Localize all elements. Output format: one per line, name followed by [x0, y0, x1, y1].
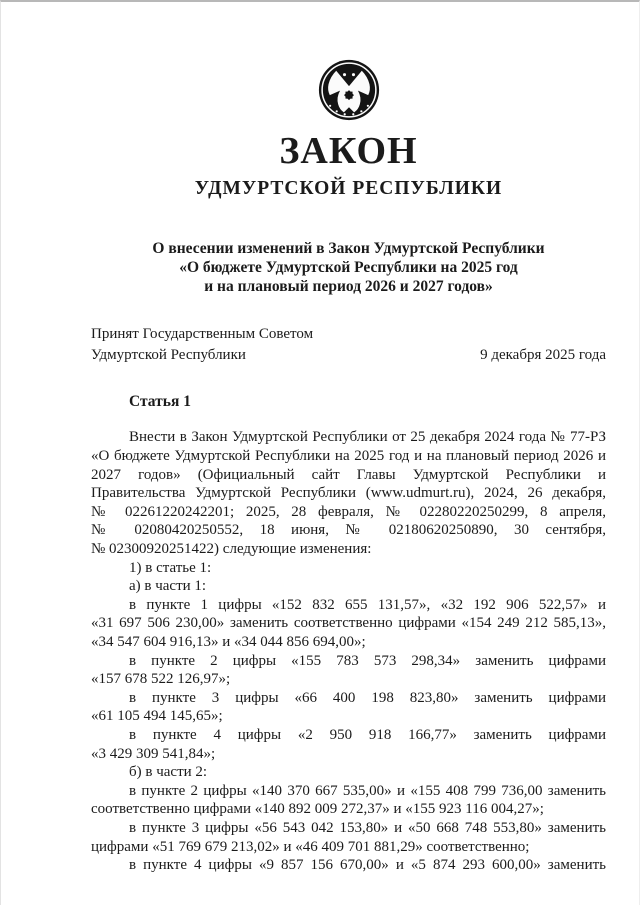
paragraph: б) в части 2:: [129, 764, 208, 781]
emblem: [91, 58, 606, 122]
paragraph: в пункте 3 цифры «56 543 042 153,80» и «50 668 748 553,80» заменить цифрами «51 769 679 213,02» и «46 409 701 881,29» соответственно;: [91, 819, 606, 855]
paragraph: в пункте 2 цифры «155 783 573 298,34» заменить цифрами «157 678 522 126,97»;: [91, 652, 606, 688]
adoption-block: [91, 324, 606, 366]
article-heading: Статья 1: [129, 393, 191, 411]
paragraph: 1) в статье 1:: [129, 559, 212, 576]
paragraph: Внести в Закон Удмуртской Республики от 25 декабря 2024 года № 77-РЗ «О бюджете Удмуртской Республики на 2025 год и на плановый период 2026 и 2027 годов» (Официальный сайт Главы Удмуртской Республики и Правительства Удмуртской Республики (www.udmurt.ru), 2024, 26 декабря, № 02261220242201; 2025, 28 февраля, № 02280220250299, 8 апреля, № 02080420250552, 18 июня, № 02180620250890, 30 сентября, № 02300920251422) следующие изменения:: [91, 429, 606, 558]
law-subtitle: УДМУРТСКОЙ РЕСПУБЛИКИ: [194, 178, 503, 199]
document-title: [91, 239, 606, 296]
adoption-authority: [91, 324, 313, 366]
adoption-line-2: Удмуртской Республики: [91, 347, 246, 364]
udmurt-coat-of-arms-icon: [317, 58, 381, 122]
adoption-line-1: Принят Государственным Советом: [91, 326, 314, 343]
paragraph: в пункте 3 цифры «66 400 198 823,80» заменить цифрами «61 105 494 145,65»;: [91, 689, 606, 725]
paragraph: а) в части 1:: [129, 578, 207, 595]
article-body: [91, 428, 606, 874]
document-title-line-3: и на плановый период 2026 и 2027 годов»: [204, 278, 493, 296]
paragraph: в пункте 1 цифры «152 832 655 131,57», «32 192 906 522,57» и «31 697 506 230,00» заменить соответственно цифрами «154 249 212 585,13», «34 547 604 916,13» и «34 044 856 694,00»;: [91, 596, 606, 650]
document-title-line-1: О внесении изменений в Закон Удмуртской Республики: [152, 240, 545, 258]
paragraph: в пункте 4 цифры «2 950 918 166,77» заменить цифрами «3 429 309 541,84»;: [91, 726, 606, 762]
document-title-line-2: «О бюджете Удмуртской Республики на 2025 год: [179, 259, 518, 277]
paragraph: в пункте 4 цифры «9 857 156 670,00» и «5 874 293 600,00» заменить: [129, 857, 606, 874]
adoption-date: 9 декабря 2025 года: [480, 347, 606, 364]
law-title: ЗАКОН: [279, 130, 418, 172]
paragraph: в пункте 2 цифры «140 370 667 535,00» и «155 408 799 736,00 заменить соответственно цифрами «140 892 009 272,37» и «155 923 116 004,27»;: [91, 782, 606, 818]
